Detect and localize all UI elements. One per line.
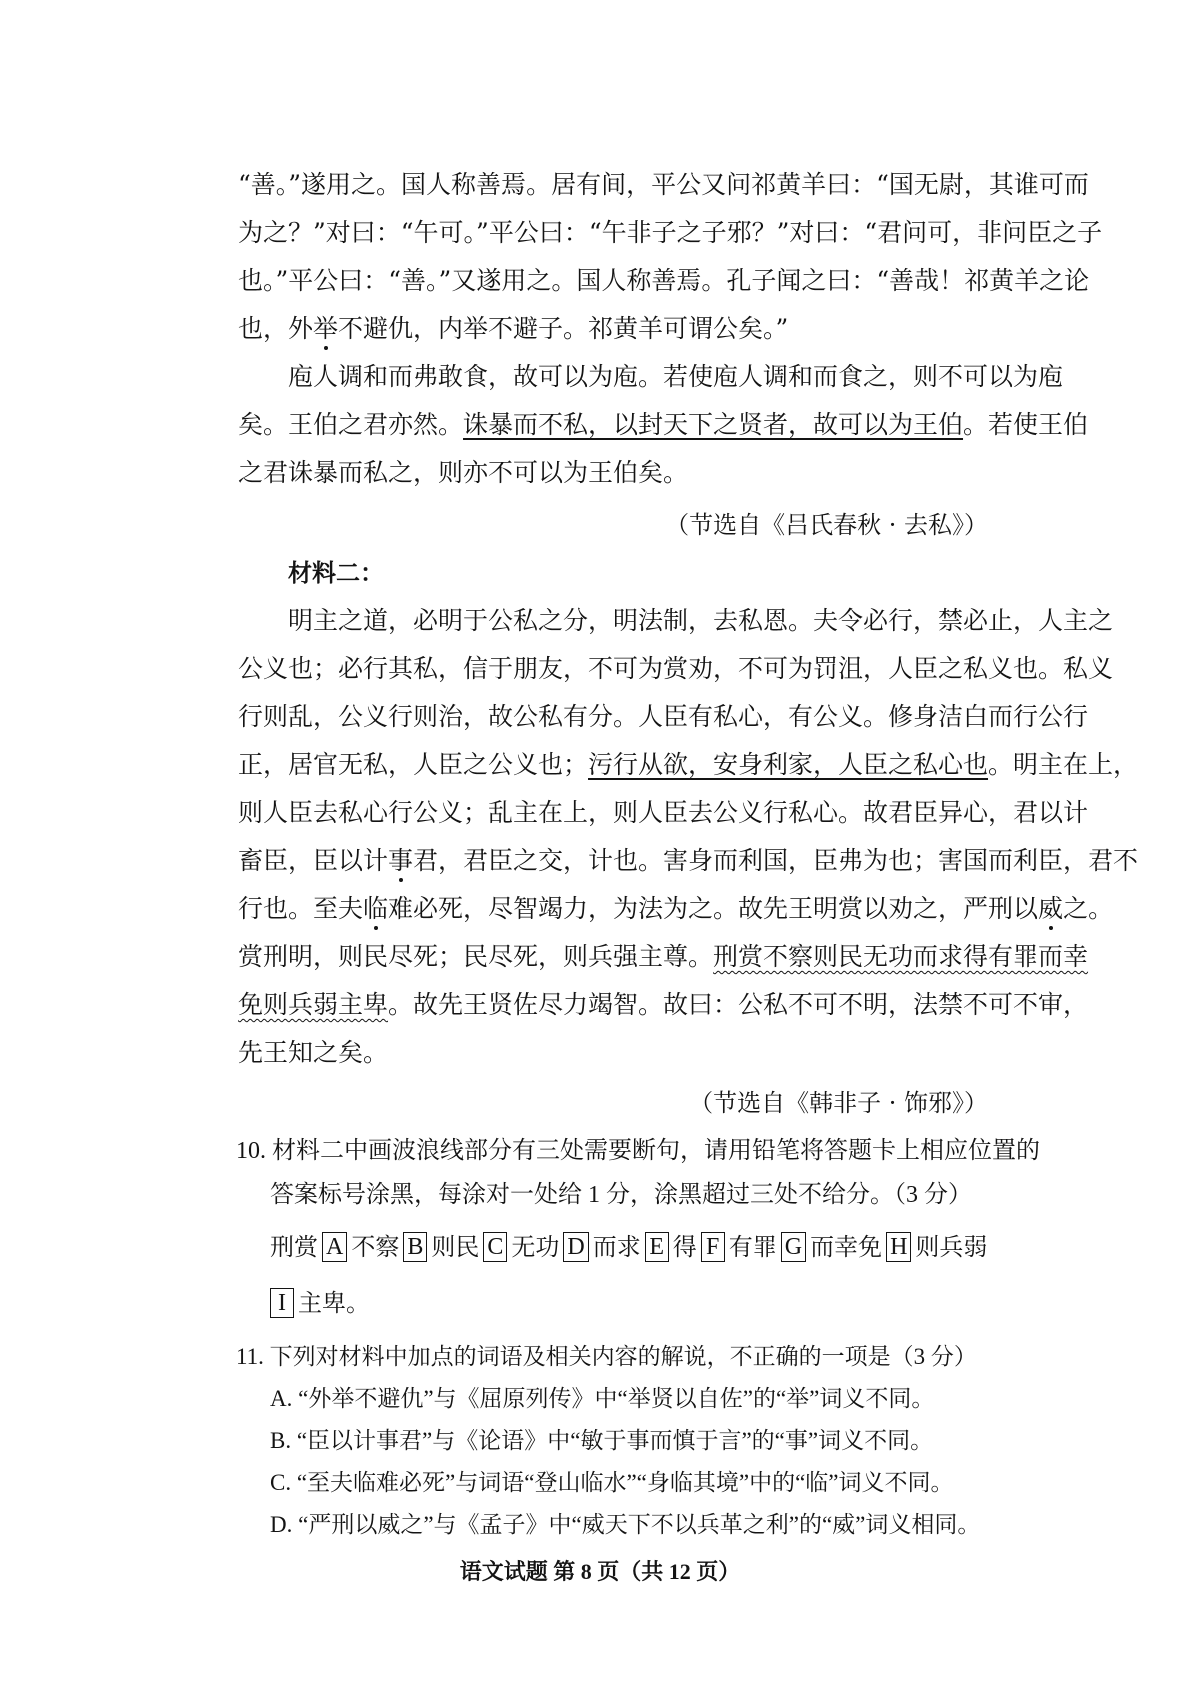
material-two-heading: 材料二： [288, 559, 384, 587]
text-segment: 无功 [511, 1233, 560, 1261]
answer-box-a[interactable]: A [322, 1232, 347, 1262]
text-segment: 则民 [431, 1233, 480, 1261]
passage1-line-2: 为之？”对曰：“午可。”平公曰：“午非子之子邪？”对曰：“君问可，非问臣之子 [238, 218, 1103, 247]
text-segment: 得 [672, 1233, 697, 1261]
text-segment: 而幸免 [810, 1233, 883, 1261]
question-10-stem-line-1: 10. 材料二中画波浪线部分有三处需要断句，请用铅笔将答题卡上相应位置的 [236, 1138, 1040, 1164]
text-run: 正，居官无私，人臣之公义也； [238, 750, 589, 779]
option-a: A. “外举不避仇”与《屈原列传》中“举贤以自佐”的“举”词义不同。 [270, 1386, 935, 1411]
wavy-underlined-text: 刑赏不察则民无功而求得有罪而幸 [713, 942, 1089, 971]
text-run: 不避仇，内举不避子。祁黄羊可谓公矣。” [338, 314, 789, 343]
text-run: 畜臣，臣以计 [238, 846, 389, 875]
segmentation-row-1 [270, 1227, 987, 1267]
passage2-line-1: 明主之道，必明于公私之分，明法制，去私恩。夫令必行，禁必止，人主之 [288, 606, 1114, 635]
answer-box-c[interactable]: C [483, 1232, 507, 1262]
passage2-line-7 [238, 889, 1114, 929]
text-run: 君，君臣之交，计也。害身而利国，臣弗为也；害国而利臣，君不 [413, 846, 1139, 875]
passage2-line-2: 公义也；必行其私，信于朋友，不可为赏劝，不可为罚沮，人臣之私义也。私义 [238, 654, 1114, 683]
passage1-line-6 [238, 405, 1089, 445]
passage1-line-7: 之君诛暴而私之，则亦不可以为王伯矣。 [238, 458, 689, 487]
passage2-line-8 [238, 937, 1089, 977]
text-run: 行也。至夫 [238, 894, 364, 923]
text-segment: 刑赏 [270, 1233, 318, 1261]
segmentation-row-2 [266, 1283, 370, 1323]
text-run: 。明主在上， [988, 750, 1139, 779]
answer-box-h[interactable]: H [886, 1232, 911, 1262]
passage2-line-3: 行则乱，公义行则治，故公私有分。人臣有私心，有公义。修身洁白而行公行 [238, 702, 1089, 731]
option-c: C. “至夫临难必死”与词语“登山临水”“身临其境”中的“临”词义不同。 [270, 1470, 954, 1495]
passage2-line-4 [238, 745, 1139, 785]
option-d: D. “严刑以威之”与《孟子》中“威天下不以兵革之利”的“威”词义相同。 [270, 1512, 981, 1537]
passage2-line-9 [238, 985, 1089, 1025]
answer-box-d[interactable]: D [563, 1232, 588, 1262]
text-run: 。故先王贤佐尽力竭智。故曰：公私不可不明，法禁不可不审， [388, 990, 1089, 1019]
dotted-char: 举 [313, 314, 339, 343]
source-citation-2: （节选自《韩非子 · 饰邪》） [689, 1089, 988, 1117]
passage1-line-3: 也。”平公曰：“善。”又遂用之。国人称善焉。孔子闻之曰：“善哉！祁黄羊之论 [238, 266, 1090, 295]
answer-box-i[interactable]: I [270, 1288, 294, 1318]
text-run: 赏刑明，则民尽死；民尽死，则兵强主尊。 [238, 942, 714, 971]
answer-box-g[interactable]: G [781, 1232, 806, 1262]
wavy-underlined-text: 免则兵弱主卑 [238, 990, 389, 1019]
dotted-char: 临 [363, 894, 389, 923]
answer-box-f[interactable]: F [701, 1232, 725, 1262]
source-citation-1: （节选自《吕氏春秋 · 去私》） [665, 511, 988, 539]
passage2-line-10: 先王知之矣。 [238, 1038, 389, 1067]
dotted-char: 威 [1038, 894, 1064, 923]
text-run: 。若使王伯 [963, 410, 1089, 439]
dotted-char: 事 [388, 846, 414, 875]
answer-box-b[interactable]: B [403, 1232, 427, 1262]
underlined-sentence: 诛暴而不私，以封天下之贤者，故可以为王伯 [463, 410, 964, 439]
passage2-line-5: 则人臣去私心行公义；乱主在上，则人臣去公义行私心。故君臣异心，君以计 [238, 798, 1089, 827]
passage1-line-4 [238, 309, 988, 349]
underlined-sentence: 污行从欲，安身利家，人臣之私心也 [588, 750, 989, 779]
option-b: B. “臣以计事君”与《论语》中“敏于事而慎于言”的“事”词义不同。 [270, 1428, 934, 1453]
text-segment: 而求 [592, 1233, 641, 1261]
page-footer: 语文试题 第 8 页（共 12 页） [459, 1559, 741, 1584]
question-10-stem-line-2: 答案标号涂黑，每涂对一处给 1 分，涂黑超过三处不给分。（3 分） [270, 1182, 972, 1208]
passage1-line-1: “善。”遂用之。国人称善焉。居有间，平公又问祁黄羊曰：“国无尉，其谁可而 [238, 170, 1089, 199]
text-run: 之。 [1063, 894, 1114, 923]
text-segment: 主卑。 [298, 1289, 370, 1317]
text-segment: 不察 [351, 1233, 400, 1261]
text-segment: 有罪 [728, 1233, 777, 1261]
answer-box-e[interactable]: E [645, 1232, 669, 1262]
text-run: 矣。王伯之君亦然。 [238, 410, 464, 439]
text-run: 难必死，尽智竭力，为法为之。故先王明赏以劝之，严刑以 [388, 894, 1039, 923]
question-11-stem: 11. 下列对材料中加点的词语及相关内容的解说，不正确的一项是（3 分） [236, 1344, 977, 1369]
passage2-line-6 [238, 841, 1139, 881]
text-segment: 则兵弱 [915, 1233, 988, 1261]
passage1-line-5: 庖人调和而弗敢食，故可以为庖。若使庖人调和而食之，则不可以为庖 [288, 362, 1064, 391]
text-run: 也，外 [238, 314, 314, 343]
